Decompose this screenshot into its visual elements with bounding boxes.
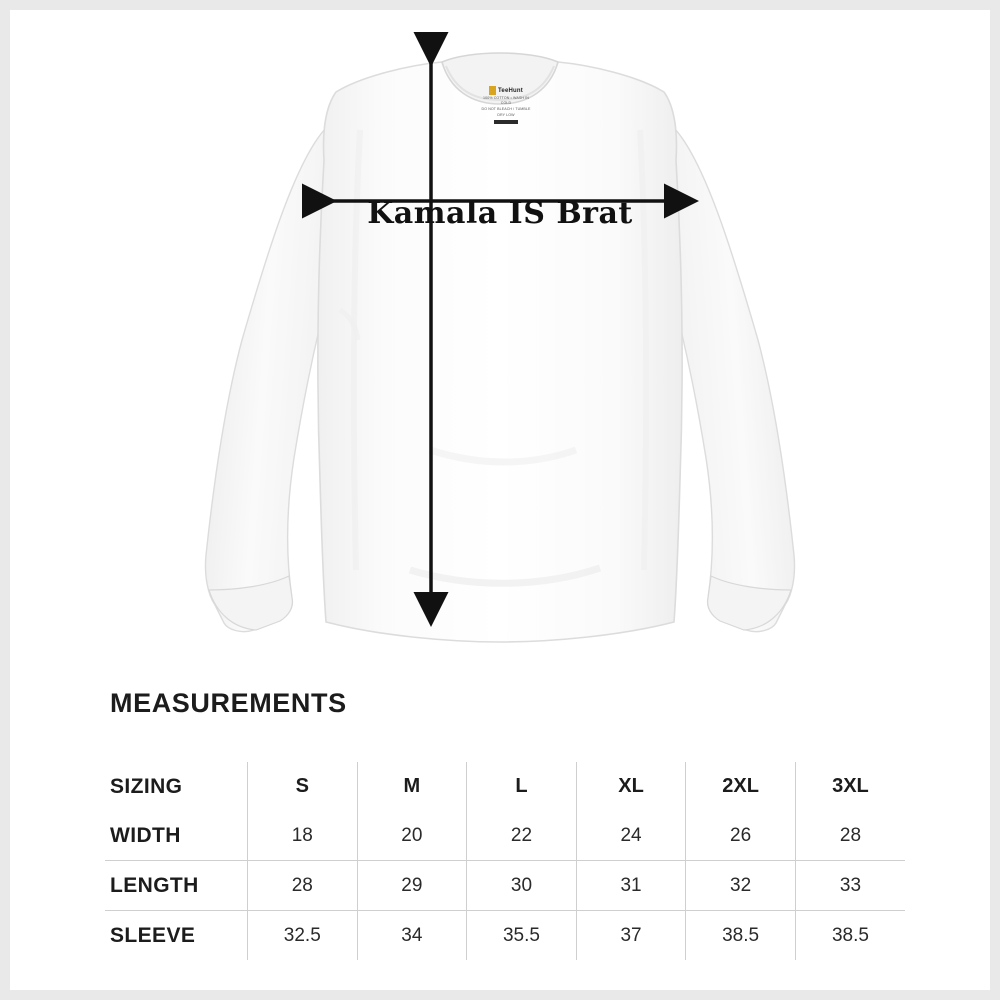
cell-length-l: 30 (467, 861, 577, 911)
column-header-sizing: SIZING (105, 762, 248, 811)
cell-length-m: 29 (357, 861, 467, 911)
table-row (105, 861, 905, 911)
cell-length-3xl: 33 (795, 861, 905, 911)
table-header-row (105, 762, 905, 811)
size-table-wrap (105, 762, 905, 960)
frame-border-left (0, 0, 10, 1000)
cell-sleeve-s: 32.5 (248, 911, 358, 961)
cell-length-2xl: 32 (686, 861, 796, 911)
column-header-l: L (467, 762, 577, 811)
column-header-m: M (357, 762, 467, 811)
frame-border-bottom (0, 990, 1000, 1000)
care-line-1: 100% COTTON • WASH IN COLD (483, 96, 529, 106)
column-header-3xl: 3XL (832, 775, 869, 797)
cell-width-m: 20 (357, 811, 467, 861)
cell-width-l: 22 (467, 811, 577, 861)
frame-border-right (990, 0, 1000, 1000)
table-row (105, 911, 905, 961)
cell-sleeve-m: 34 (357, 911, 467, 961)
column-header-xl: XL (576, 762, 686, 811)
cell-width-xl: 24 (576, 811, 686, 861)
cell-length-xl: 31 (576, 861, 686, 911)
cell-sleeve-xl: 37 (576, 911, 686, 961)
cell-length-s: 28 (248, 861, 358, 911)
table-row (105, 811, 905, 861)
cell-sleeve-l: 35.5 (467, 911, 577, 961)
column-header-2xl: 2XL (686, 762, 796, 811)
care-line-2: DO NOT BLEACH / TUMBLE DRY LOW (481, 107, 531, 117)
cell-sleeve-3xl: 38.5 (831, 924, 869, 946)
shirt-graphic-text: Kamala IS Brat (367, 196, 633, 231)
row-label-sleeve: SLEEVE (105, 911, 248, 961)
row-label-length: LENGTH (105, 861, 248, 911)
column-header-s: S (248, 762, 358, 811)
cell-width-2xl: 26 (686, 811, 796, 861)
row-label-width: WIDTH (105, 811, 248, 861)
product-image-area (10, 10, 990, 660)
page-title: MEASUREMENTS (110, 688, 347, 718)
measurement-arrows (10, 10, 990, 660)
cell-width-s: 18 (248, 811, 358, 861)
cell-sleeve-2xl: 38.5 (686, 911, 796, 961)
cell-width-3xl: 28 (795, 811, 905, 861)
frame-border-top (0, 0, 1000, 10)
size-table (105, 762, 905, 960)
brand-name: TeeHunt (498, 87, 523, 94)
